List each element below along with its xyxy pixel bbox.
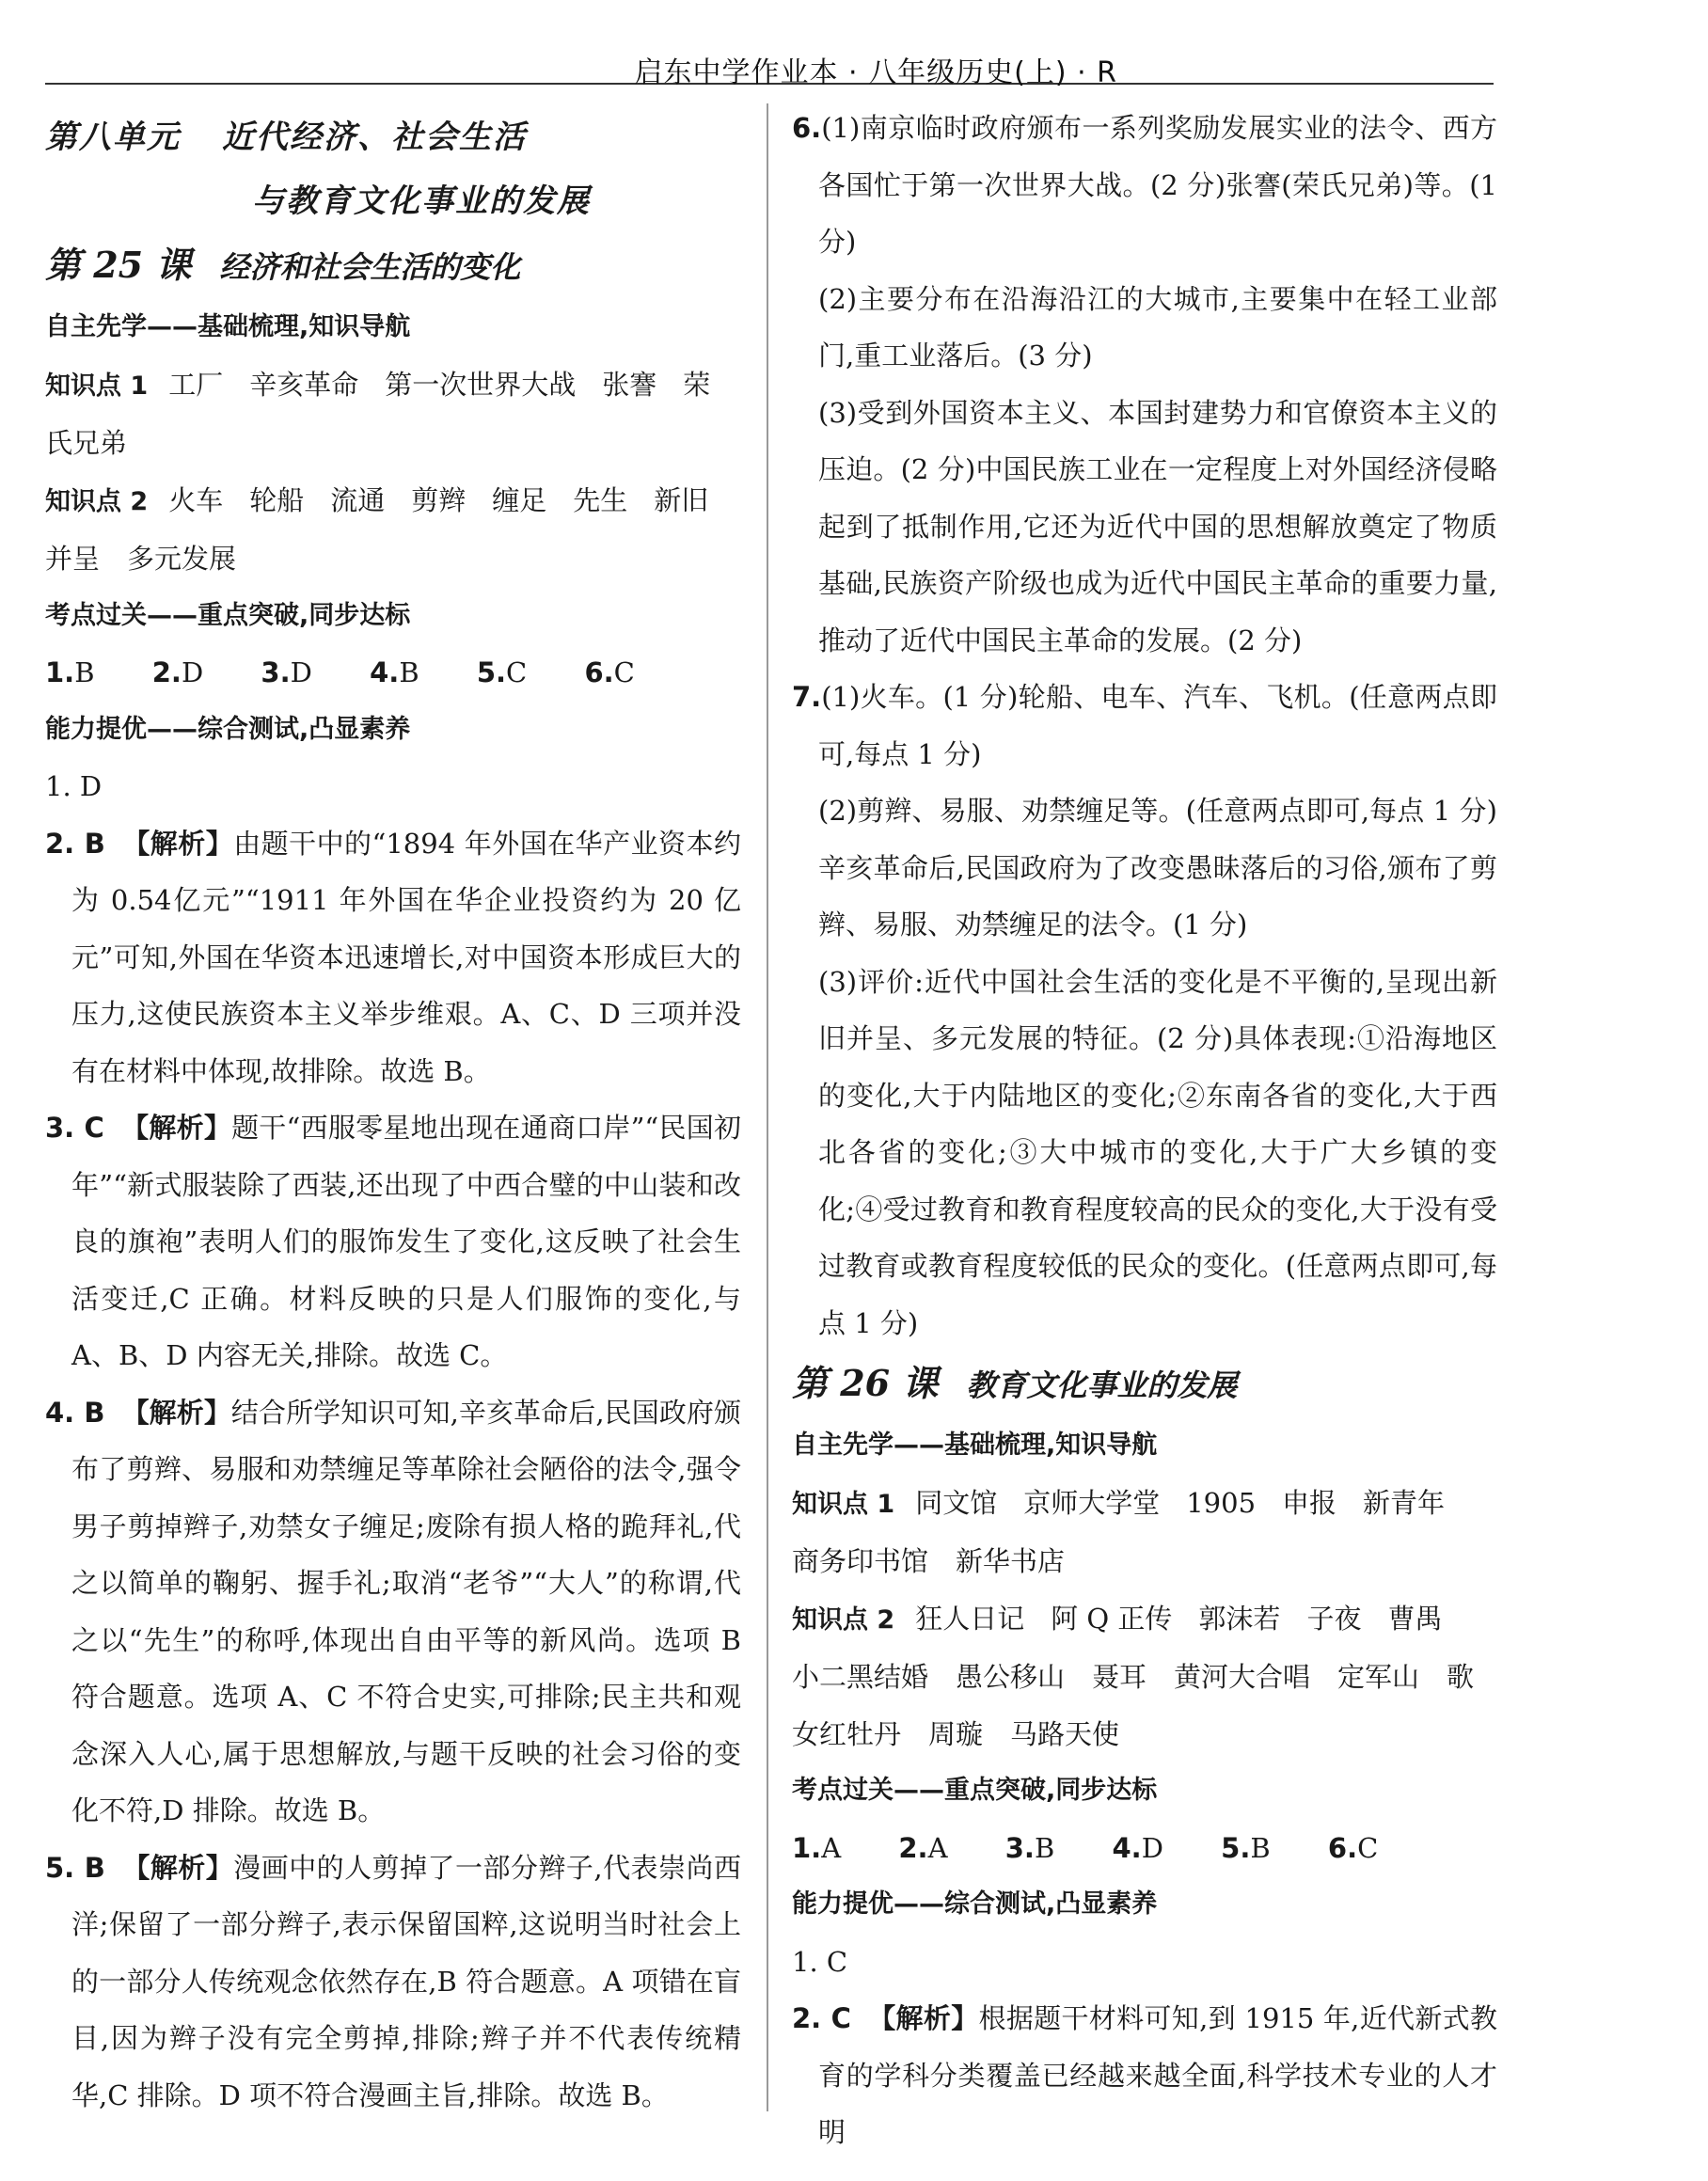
question-4 — [45, 1384, 741, 1840]
kp2-term: 缠足 — [492, 483, 547, 516]
answer-item: 2.A — [898, 1831, 948, 1864]
kp1-term: 辛亥革命 — [249, 368, 359, 401]
lesson-26-heading — [792, 1351, 1497, 1417]
section-self-study: 自主先学——基础梳理,知识导航 — [792, 1430, 1158, 1460]
kp1-term: 荣 — [683, 368, 711, 401]
knowledge-point-1 — [792, 1475, 1497, 1534]
section-ability: 能力提优——综合测试,凸显素养 — [792, 1889, 1158, 1919]
kp2-term: 子夜 — [1306, 1602, 1362, 1635]
kp2-continuation: 并呈 多元发展 — [45, 543, 237, 575]
section-checkpoint: 考点过关——重点突破,同步达标 — [792, 1776, 1158, 1805]
kp2-term: 火车 — [168, 483, 224, 516]
section-self-study: 自主先学——基础梳理,知识导航 — [45, 312, 411, 341]
question-number: 2. C — [792, 2002, 851, 2034]
kp2-term: 轮船 — [249, 483, 305, 516]
unit-title-line2: 与教育文化事业的发展 — [252, 182, 591, 220]
analysis-tag: 【解析】 — [120, 1112, 232, 1144]
lesson-25-title: 经济和社会生活的变化 — [219, 249, 521, 285]
analysis-tag: 【解析】 — [121, 1851, 234, 1884]
analysis-text: 题干“西服零星地出现在通商口岸”“民国初年”“新式服装除了西装,还出现了中西合璧的中山装和改良的旗袍”表明人们的服饰发生了变化,这反映了社会生活变迁,C 正确。材料反映的只是人们服饰的变化,与 A、B、D 内容无关,排除。故选 C。 — [71, 1112, 741, 1371]
answer-item: 5.C — [476, 656, 528, 688]
analysis-tag: 【解析】 — [867, 2002, 979, 2034]
knowledge-point-2 — [45, 472, 741, 531]
analysis-tag: 【解析】 — [121, 1396, 231, 1429]
question-number: 3. C — [45, 1112, 104, 1144]
right-column — [792, 100, 1497, 2161]
section-ability: 能力提优——综合测试,凸显素养 — [45, 714, 411, 744]
answer-row — [45, 644, 741, 702]
answer-item: 1.A — [792, 1831, 842, 1864]
question-2 — [792, 1990, 1497, 2161]
answer-item: 6.C — [584, 656, 635, 688]
kp2-term: 郭沫若 — [1198, 1602, 1281, 1635]
page-header — [45, 21, 1494, 89]
question-1: 1. C — [792, 1945, 848, 1978]
kp1-term: 新青年 — [1363, 1486, 1446, 1519]
kp1-term: 京师大学堂 — [1023, 1486, 1161, 1519]
analysis-text: 结合所学知识可知,辛亥革命后,民国政府颁布了剪辫、易服和劝禁缠足等革除社会陋俗的法令,强令男子剪掉辫子,劝禁女子缠足;废除有损人格的跪拜礼,代之以简单的鞠躬、握手礼;取消“老爷”“大人”的称谓,代之以“先生”的称呼,体现出自由平等的新风尚。选项 B 符合题意。选项 A、C 不符合史实,可排除;民主共和观念深入人心,属于思想解放,与题干反映的社会习俗的变化不符,D 排除。故选 B。 — [71, 1396, 741, 1826]
kp2-continuation: 女红牡丹 周璇 马路天使 — [792, 1717, 1120, 1750]
lesson-25-heading — [45, 233, 741, 299]
unit-number: 第八单元 — [45, 119, 181, 156]
lesson-26-title: 教育文化事业的发展 — [966, 1367, 1238, 1403]
knowledge-point-2 — [792, 1590, 1497, 1650]
kp1-term: 工厂 — [168, 368, 224, 401]
question-2 — [45, 815, 741, 1100]
kp1-term: 张謇 — [602, 368, 657, 401]
question-number: 6. — [792, 112, 822, 144]
unit-heading — [45, 105, 741, 233]
analysis-text: 由题干中的“1894 年外国在华产业资本约为 0.54亿元”“1911 年外国在华企业投资约为 20 亿元”可知,外国在华资本迅速增长,对中国资本形成巨大的压力,这使民族资本主义举步维艰。A、C、D 三项并没有在材料中体现,故排除。故选 B。 — [71, 827, 741, 1087]
knowledge-point-1 — [45, 356, 741, 416]
answer-item: 1.B — [45, 656, 95, 688]
kp2-term: 曹禺 — [1387, 1602, 1443, 1635]
question-1: 1. D — [45, 770, 103, 802]
answer-item: 3.D — [261, 656, 312, 688]
kp2-continuation: 小二黑结婚 愚公移山 聂耳 黄河大合唱 定军山 歌 — [792, 1661, 1475, 1693]
question-number: 7. — [792, 681, 822, 713]
question-7-part-1: 7.(1)火车。(1 分)轮船、电车、汽车、飞机。(任意两点即可,每点 1 分) — [792, 681, 1497, 770]
left-column — [45, 105, 741, 2124]
question-number: 2. B — [45, 827, 105, 860]
kp2-label: 知识点 2 — [45, 486, 149, 516]
header-title: 启东中学作业本 · 八年级历史(上) · R — [634, 56, 1117, 89]
kp1-term: 申报 — [1282, 1486, 1337, 1519]
kp1-term: 第一次世界大战 — [385, 368, 577, 401]
question-6-part-3: (3)受到外国资本主义、本国封建势力和官僚资本主义的压迫。(2 分)中国民族工业在一定程度上对外国经济侵略起到了抵制作用,它还为近代中国的思想解放奠定了物质基础,民族资产阶级也成为近代中国民主革命的重要力量,推动了近代中国民主革命的发展。(2 分) — [818, 396, 1497, 656]
kp2-term: 阿 Q 正传 — [1051, 1602, 1173, 1635]
kp1-term: 1905 — [1186, 1486, 1257, 1519]
kp1-continuation: 氏兄弟 — [45, 427, 128, 459]
question-6-part-2: (2)主要分布在沿海沿江的大城市,主要集中在轻工业部门,重工业落后。(3 分) — [818, 282, 1497, 371]
question-7-part-3: (3)评价:近代中国社会生活的变化是不平衡的,呈现出新旧并呈、多元发展的特征。(2 分)具体表现:①沿海地区的变化,大于内陆地区的变化;②东南各省的变化,大于西北各省的变化;③大中城市的变化,大于广大乡镇的变化;④受过教育和教育程度较高的民众的变化,大于没有受过教育或教育程度较低的民众的变化。(任意两点即可,每点 1 分) — [818, 965, 1497, 1339]
question-5 — [45, 1840, 741, 2125]
kp2-term: 剪辫 — [411, 483, 467, 516]
question-number: 5. B — [45, 1851, 105, 1884]
question-number: 4. B — [45, 1396, 105, 1429]
kp2-term: 流通 — [330, 483, 386, 516]
answer-item: 5.B — [1221, 1831, 1271, 1864]
kp2-term: 先生 — [573, 483, 628, 516]
unit-title-line1: 近代经济、社会生活 — [222, 119, 527, 156]
question-3 — [45, 1099, 741, 1384]
analysis-tag: 【解析】 — [121, 827, 234, 860]
answer-row — [792, 1820, 1497, 1877]
lesson-25-number: 第 25 课 — [45, 244, 192, 286]
question-6-part-1: 6.(1)南京临时政府颁布一系列奖励发展实业的法令、西方各国忙于第一次世界大战。(2 分)张謇(荣氏兄弟)等。(1 分) — [792, 112, 1497, 258]
analysis-text: 根据题干材料可知,到 1915 年,近代新式教育的学科分类覆盖已经越来越全面,科学技术专业的人才明 — [818, 2002, 1497, 2148]
analysis-text: 漫画中的人剪掉了一部分辫子,代表崇尚西洋;保留了一部分辫子,表示保留国粹,这说明当时社会上的一部分人传统观念依然存在,B 符合题意。A 项错在盲目,因为辫子没有完全剪掉,排除;辫子并不代表传统精华,C 排除。D 项不符合漫画主旨,排除。故选 B。 — [71, 1851, 741, 2111]
kp1-label: 知识点 1 — [792, 1489, 895, 1519]
kp1-label: 知识点 1 — [45, 371, 149, 401]
answer-item: 2.D — [151, 656, 204, 688]
answer-item: 6.C — [1327, 1831, 1379, 1864]
kp2-label: 知识点 2 — [792, 1604, 895, 1635]
column-divider — [767, 103, 768, 2111]
answer-item: 3.B — [1004, 1831, 1055, 1864]
lesson-26-number: 第 26 课 — [792, 1362, 939, 1404]
kp2-term: 狂人日记 — [915, 1602, 1025, 1635]
answer-item: 4.D — [1112, 1831, 1163, 1864]
answer-item: 4.B — [370, 656, 419, 688]
kp2-term: 新旧 — [654, 483, 709, 516]
question-7-part-2: (2)剪辫、易服、劝禁缠足等。(任意两点即可,每点 1 分)辛亥革命后,民国政府为了改变愚昧落后的习俗,颁布了剪辫、易服、劝禁缠足的法令。(1 分) — [818, 795, 1497, 940]
section-checkpoint: 考点过关——重点突破,同步达标 — [45, 600, 411, 630]
kp1-term: 同文馆 — [915, 1486, 998, 1519]
kp1-continuation: 商务印书馆 新华书店 — [792, 1545, 1066, 1577]
